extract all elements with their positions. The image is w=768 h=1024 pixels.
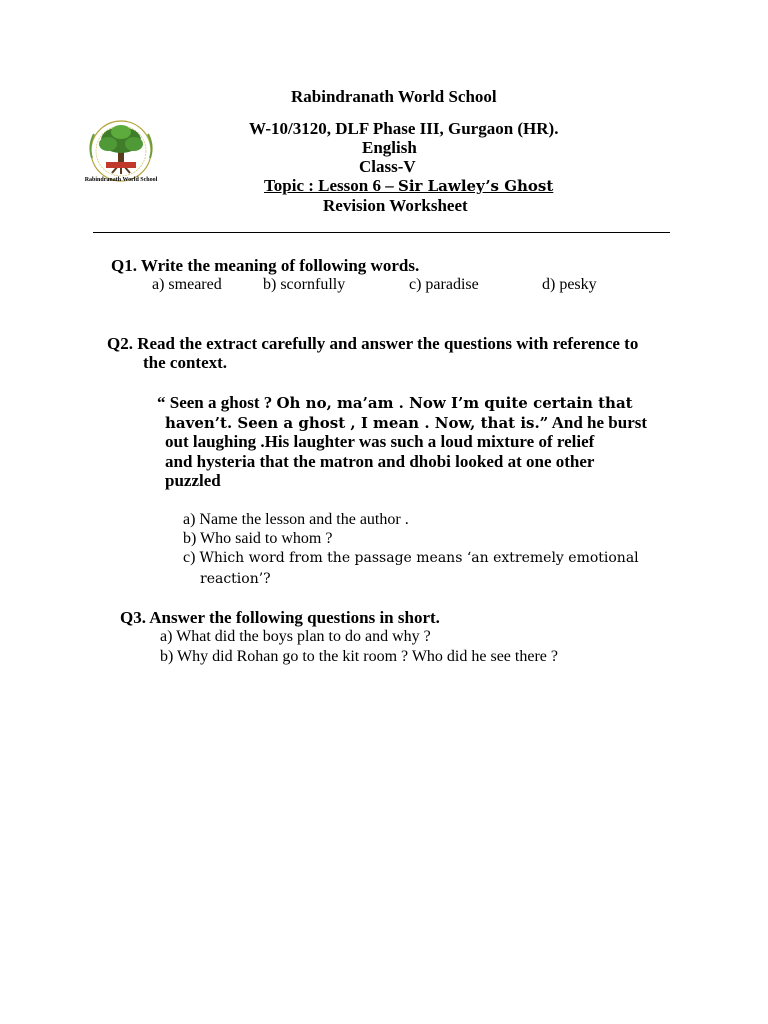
extract-line-5: puzzled	[165, 471, 221, 490]
q2-sub-a: a) Name the lesson and the author .	[183, 511, 409, 528]
topic-prefix: Topic : Lesson 6 –	[264, 176, 398, 195]
extract-line-3: out laughing .His laughter was such a loud mixture of relief	[165, 432, 595, 451]
q3-sub-a: a) What did the boys plan to do and why ?	[160, 628, 431, 645]
q1-question: Q1. Write the meaning of following words.	[111, 256, 420, 275]
subject-label: English	[362, 138, 417, 157]
q2-sub-b: b) Who said to whom ?	[183, 530, 333, 547]
extract-line-2	[165, 413, 647, 433]
q2-sub-c-continuation	[200, 570, 271, 588]
class-label: Class-V	[359, 157, 416, 176]
q2-sub-c-text: Which word from the passage means ‘an extremely emotional	[199, 550, 639, 566]
worksheet-title: Revision Worksheet	[323, 196, 468, 215]
extract-line-1	[157, 393, 633, 413]
q1-option-c: c) paradise	[409, 276, 479, 293]
school-name: Rabindranath World School	[291, 87, 497, 106]
logo-caption: Rabindranath World School	[84, 177, 158, 183]
topic-title: Sir Lawley’s Ghost	[397, 177, 554, 195]
q1-option-d: d) pesky	[542, 276, 597, 293]
extract-line-2a: haven’t. Seen a ghost , I mean . Now, that is.”	[165, 414, 549, 432]
q2-sub-c-cont-text: reaction’?	[200, 571, 271, 587]
header-divider	[93, 232, 670, 233]
extract-line-1b: Oh no, ma’am . Now I’m quite certain that	[276, 394, 633, 412]
extract-line-1a: “ Seen a ghost ?	[157, 393, 277, 412]
q3-sub-b: b) Why did Rohan go to the kit room ? Who did he see there ?	[160, 648, 558, 665]
q3-question: Q3. Answer the following questions in short.	[120, 608, 440, 627]
q1-option-a: a) smeared	[152, 276, 222, 293]
q2-question-line2: the context.	[143, 353, 228, 372]
q2-question-line1: Q2. Read the extract carefully and answer the questions with reference to	[107, 334, 639, 353]
q1-option-b: b) scornfully	[263, 276, 346, 293]
q2-sub-c-prefix: c)	[183, 549, 200, 566]
q2-sub-c	[183, 549, 639, 567]
extract-line-2b: And he burst	[548, 413, 648, 432]
extract-line-4: and hysteria that the matron and dhobi looked at one other	[165, 452, 595, 471]
topic-line	[264, 176, 553, 196]
school-address: W-10/3120, DLF Phase III, Gurgaon (HR).	[249, 119, 559, 138]
